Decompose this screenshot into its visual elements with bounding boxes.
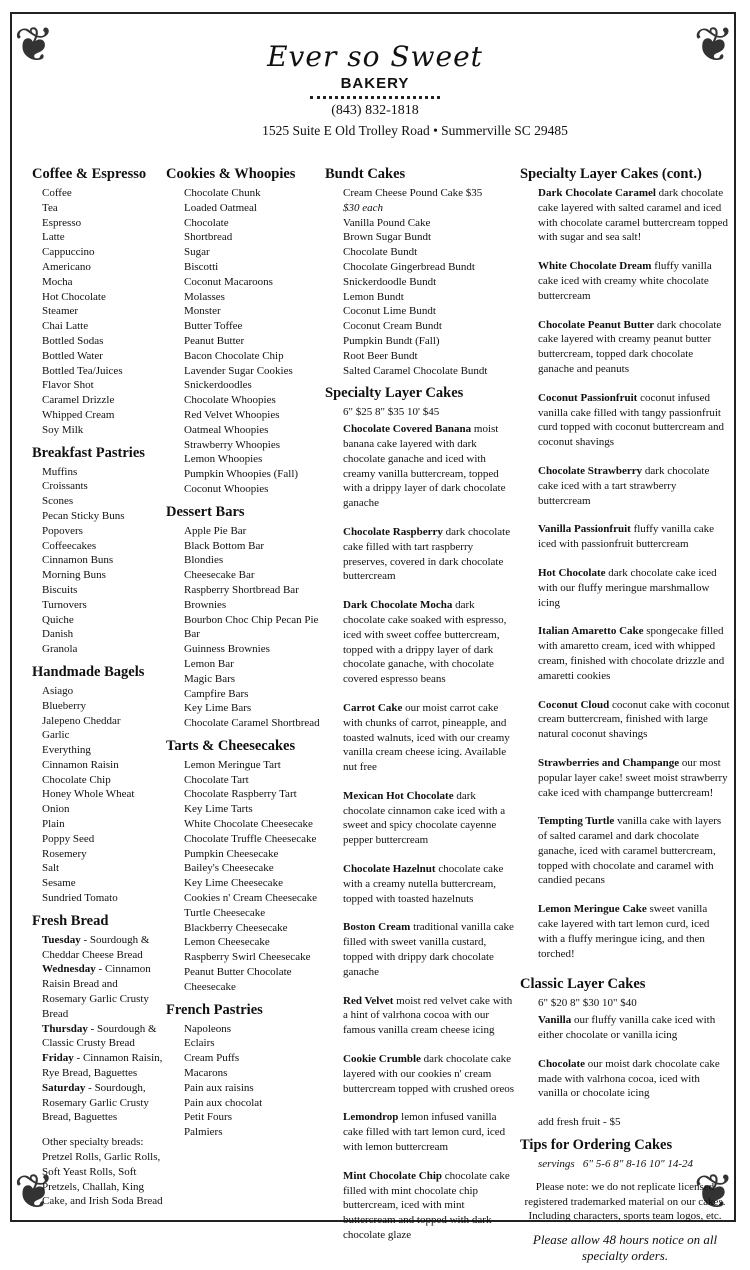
- menu-item: Campfire Bars: [184, 687, 249, 700]
- menu-item: Lemon Meringue Tart: [184, 758, 281, 771]
- cake-desc-text: lemon infused vanilla cake filled with tart lemon curd, iced with lemon buttercream: [343, 1111, 506, 1154]
- cake-description: [520, 391, 730, 450]
- cake-name: Mint Chocolate Chip: [343, 1169, 442, 1182]
- corner-ornament-icon: ❦: [14, 1166, 55, 1219]
- menu-item: Coconut Whoopies: [184, 482, 269, 495]
- cake-name: Coconut Passionfruit: [538, 391, 638, 404]
- menu-item: Chocolate Tart: [184, 773, 249, 786]
- menu-item: Plain: [42, 818, 65, 831]
- cake-desc-text: dark chocolate cinnamon cake iced with a sweet and spicy chocolate cayenne pepper buttercream: [343, 789, 506, 847]
- cake-desc-text: coconut infused vanilla cake filled with tangy passionfruit curd topped with coconut buttercream and coconut shavings: [538, 391, 725, 449]
- menu-item: Soy Milk: [42, 423, 84, 436]
- cake-description: [325, 789, 515, 848]
- menu-item: Oatmeal Whoopies: [184, 423, 269, 436]
- menu-item: Mocha: [42, 275, 73, 288]
- cake-name: Red Velvet: [343, 994, 394, 1007]
- menu-item: Asiago: [42, 684, 74, 697]
- bread-day: [32, 1051, 164, 1081]
- menu-item: Cream Puffs: [184, 1052, 240, 1065]
- cake-desc-text: coconut cake with coconut cream buttercream, finished with large natural coconut shavings: [538, 698, 730, 741]
- menu-item: Chocolate Caramel Shortbread: [184, 717, 320, 730]
- menu-item: White Chocolate Cheesecake: [184, 818, 313, 831]
- column-3: [325, 165, 515, 1257]
- menu-item: Bourbon Choc Chip Pecan Pie Bar: [184, 613, 319, 641]
- column-2: [166, 165, 321, 1146]
- section-bundt: [325, 165, 515, 378]
- menu-item: Americano: [42, 260, 91, 273]
- menu-item: Hot Chocolate: [42, 290, 106, 303]
- cake-desc-text: chocolate cake filled with mint chocolate chip buttercream, iced with mint buttercream and topped with dark chocolate glaze: [343, 1169, 510, 1242]
- menu-item: Salted Caramel Chocolate Bundt: [343, 364, 488, 377]
- bread-day-text: - Sourdough & Classic Crusty Bread: [42, 1022, 157, 1050]
- bread-day: [32, 1022, 164, 1052]
- fresh-fruit-addon: add fresh fruit - $5: [538, 1116, 621, 1129]
- cake-description: [520, 814, 730, 888]
- cake-name: Chocolate Strawberry: [538, 464, 643, 477]
- menu-item: Steamer: [42, 305, 79, 318]
- menu-item: Blackberry Cheesecake: [184, 921, 288, 934]
- menu-item: Peanut Butter: [184, 334, 245, 347]
- cake-desc-text: fluffy vanilla cake iced with creamy white chocolate buttercream: [538, 260, 712, 302]
- bundt-price: Cream Cheese Pound Cake $35: [343, 187, 483, 199]
- menu-item: Sugar: [184, 246, 210, 259]
- cake-name: Chocolate Raspberry: [343, 525, 443, 538]
- cake-description: [520, 624, 730, 683]
- menu-item: Peanut Butter Chocolate Cheesecake: [184, 966, 292, 993]
- menu-item: Popovers: [42, 524, 83, 537]
- menu-item: Coffee: [42, 187, 72, 199]
- menu-item: Palmiers: [184, 1126, 223, 1139]
- menu-item: Cookies n' Cream Cheesecake: [184, 892, 318, 905]
- section-title: French Pastries: [166, 1001, 263, 1018]
- cake-desc-text: our moist dark chocolate cake made with valrhona cocoa, iced with vanilla or chocolate icing: [538, 1057, 720, 1100]
- cake-description: [325, 994, 515, 1038]
- cake-name: Italian Amaretto Cake: [538, 625, 644, 638]
- bread-day-name: Saturday: [42, 1081, 86, 1094]
- cake-description: [325, 701, 515, 775]
- menu-item: Key Lime Bars: [184, 702, 252, 715]
- cake-description: [520, 1057, 730, 1101]
- menu-item: Macarons: [184, 1067, 228, 1080]
- menu-item: Muffins: [42, 465, 78, 478]
- bread-day-text: - Sourdough, Rosemary Garlic Crusty Bread, Baguettes: [42, 1081, 149, 1124]
- section-specialty: [325, 384, 515, 1242]
- cake-desc-text: spongecake filled with amaretto cream, iced with whipped cream, finished with chocolate drizzle and amaretti cookies: [538, 625, 725, 682]
- menu-item: Latte: [42, 231, 65, 244]
- menu-item: Blondies: [184, 554, 224, 567]
- section-title: Specialty Layer Cakes: [325, 385, 464, 402]
- cake-desc-text: moist banana cake layered with dark chocolate ganache and iced with creamy vanilla buttercream, topped with a drippy layer of dark chocolate ganache: [343, 423, 506, 510]
- menu-item: Apple Pie Bar: [184, 524, 247, 537]
- menu-item: Chocolate Chunk: [184, 187, 261, 199]
- menu-item: Pumpkin Bundt (Fall): [343, 334, 440, 347]
- menu-item: Lemon Bar: [184, 657, 234, 670]
- corner-ornament-icon: ❦: [693, 1166, 734, 1219]
- menu-item: Loaded Oatmeal: [184, 201, 257, 214]
- cake-description: [325, 1052, 515, 1096]
- notice-text: Please allow 48 hours notice on all specialty orders.: [532, 1232, 718, 1264]
- menu-item: Bacon Chocolate Chip: [184, 349, 284, 362]
- cake-name: Mexican Hot Chocolate: [343, 789, 454, 802]
- classic-prices: 6" $20 8" $30 10" $40: [538, 997, 637, 1010]
- section-title: Breakfast Pastries: [32, 444, 145, 461]
- menu-item: Lemon Cheesecake: [184, 936, 270, 949]
- menu-item: Petit Fours: [184, 1111, 232, 1124]
- menu-item: Coconut Lime Bundt: [343, 305, 436, 318]
- menu-item: Guinness Brownies: [184, 643, 270, 656]
- cake-description: [325, 1110, 515, 1154]
- menu-item: Key Lime Tarts: [184, 803, 253, 816]
- cake-description: [520, 566, 730, 610]
- cake-description: [520, 464, 730, 508]
- bread-day-text: - Sourdough & Cheddar Cheese Bread: [42, 933, 150, 961]
- menu-item: Bottled Tea/Juices: [42, 364, 123, 377]
- cake-name: Coconut Cloud: [538, 698, 610, 711]
- cake-desc-text: dark chocolate cake iced with our fluffy meringue marshmallow icing: [538, 566, 717, 609]
- section-classic: [520, 975, 730, 1130]
- section-cookies: [166, 165, 321, 497]
- bakery-label: BAKERY: [340, 75, 410, 92]
- cake-description: [325, 598, 515, 687]
- menu-item: Chocolate: [184, 216, 229, 229]
- section-title: Bundt Cakes: [325, 166, 406, 182]
- cake-description: [520, 259, 730, 303]
- menu-item: Sesame: [42, 877, 76, 890]
- section-tips: [520, 1136, 730, 1264]
- menu-item: Onion: [42, 803, 70, 816]
- menu-item: Coconut Cream Bundt: [343, 320, 442, 333]
- menu-item: Rosemery: [42, 847, 87, 860]
- cake-desc-text: dark chocolate cake iced with a tart strawberry buttercream: [538, 464, 710, 507]
- menu-item: Poppy Seed: [42, 832, 95, 845]
- menu-item: Cappuccino: [42, 246, 95, 259]
- menu-item: Whipped Cream: [42, 408, 115, 421]
- cake-name: Dark Chocolate Mocha: [343, 599, 453, 612]
- bread-day: [32, 1081, 164, 1125]
- menu-item: Black Bottom Bar: [184, 539, 265, 552]
- menu-header: [0, 40, 750, 139]
- column-4: [520, 165, 730, 1270]
- menu-item: Biscuits: [42, 583, 78, 596]
- menu-item: Chocolate Truffle Cheesecake: [184, 832, 317, 845]
- cake-name: Boston Cream: [343, 921, 411, 934]
- cake-description: [520, 186, 730, 245]
- cake-name: Lemon Meringue Cake: [538, 903, 647, 916]
- bread-day-text: - Cinnamon Raisin Bread and Rosemary Garlic Crusty Bread: [42, 963, 151, 1020]
- cake-desc-text: our moist carrot cake with chunks of carrot, pineapple, and toasted walnuts, iced with our creamy vanilla cream cheese icing. Available nut free: [343, 701, 510, 774]
- cake-desc-text: dark chocolate cake filled with tart raspberry preserves, covered in dark chocolate buttercream: [343, 525, 511, 583]
- menu-item: Caramel Drizzle: [42, 394, 115, 407]
- menu-item: Chai Latte: [42, 320, 89, 333]
- menu-item: Molasses: [184, 290, 225, 303]
- section-dessert-bars: [166, 503, 321, 731]
- menu-item: Eclairs: [184, 1037, 215, 1050]
- corner-ornament-icon: ❦: [14, 19, 55, 72]
- menu-item: Tea: [42, 201, 58, 214]
- other-breads: Other specialty breads: Pretzel Rolls, Garlic Rolls, Soft Yeast Rolls, Soft Pretzels, Challah, King Cake, and Irish Soda Bread: [42, 1136, 163, 1208]
- servings-label: servings: [538, 1158, 575, 1171]
- menu-item: Red Velvet Whoopies: [184, 408, 280, 421]
- bread-day-name: Wednesday: [42, 963, 96, 976]
- section-title: Tips for Ordering Cakes: [520, 1137, 673, 1154]
- menu-item: Raspberry Shortbread Bar: [184, 583, 299, 596]
- cake-name: Chocolate Peanut Butter: [538, 318, 655, 331]
- cake-desc-text: dark chocolate cake layered with creamy peanut butter buttercream, topped dark chocolate ganache and peanuts: [538, 318, 722, 375]
- cake-description: [520, 698, 730, 742]
- section-title: Classic Layer Cakes: [520, 976, 646, 993]
- menu-item: Chocolate Gingerbread Bundt: [343, 260, 475, 273]
- menu-item: Napoleons: [184, 1022, 232, 1035]
- section-title: Dessert Bars: [166, 503, 245, 520]
- cake-name: Cookie Crumble: [343, 1053, 421, 1066]
- cake-name: Chocolate: [538, 1057, 586, 1070]
- cake-name: Vanilla: [538, 1014, 572, 1027]
- specialty-prices: 6" $25 8" $35 10' $45: [343, 406, 440, 419]
- address: 1525 Suite E Old Trolley Road • Summerville SC 29485: [262, 123, 568, 138]
- cake-description: [325, 1169, 515, 1243]
- cake-desc-text: vanilla cake with layers of salted caramel and dark chocolate ganache, iced with caramel buttercream, topped with chocolate and caramel with candied pecans: [538, 815, 722, 887]
- cake-description: [520, 756, 730, 800]
- menu-item: Turtle Cheesecake: [184, 906, 266, 919]
- menu-item: Turnovers: [42, 598, 87, 611]
- section-french-pastries: [166, 1001, 321, 1140]
- menu-item: Pumpkin Cheesecake: [184, 847, 279, 860]
- cake-desc-text: dark chocolate cake soaked with espresso, iced with sweet coffee buttercream, topped with a drippy layer of dark chocolate ganache, with chocolate covered espresso beans: [343, 599, 507, 686]
- dotted-divider: [310, 94, 440, 99]
- phone-number: (843) 832-1818: [331, 103, 419, 118]
- menu-item: Snickerdoodle Bundt: [343, 275, 437, 288]
- cake-name: Vanilla Passionfruit: [538, 523, 631, 536]
- menu-item: Strawberry Whoopies: [184, 438, 281, 451]
- menu-item: Key Lime Cheesecake: [184, 877, 283, 890]
- menu-item: Snickerdoodles: [184, 379, 252, 392]
- menu-item: Salt: [42, 862, 60, 875]
- menu-item: Danish: [42, 628, 74, 641]
- menu-item: Lavender Sugar Cookies: [184, 364, 293, 377]
- menu-item: Flavor Shot: [42, 379, 94, 392]
- cake-desc-text: moist red velvet cake with a hint of valrhona cocoa with our famous vanilla cream cheese icing: [343, 994, 513, 1037]
- menu-item: Croissants: [42, 480, 88, 493]
- menu-item: Pumpkin Whoopies (Fall): [184, 468, 299, 481]
- cake-description: [325, 920, 515, 979]
- cake-description: [520, 1013, 730, 1043]
- menu-item: Morning Buns: [42, 569, 106, 582]
- menu-item: Magic Bars: [184, 672, 236, 685]
- cake-desc-text: dark chocolate cake layered with salted caramel and iced with chocolate caramel buttercream topped with sugar and sea salt!: [538, 187, 728, 244]
- cake-name: Lemondrop: [343, 1111, 399, 1124]
- cake-description: [325, 525, 515, 584]
- cake-description: [325, 862, 515, 906]
- menu-item: Jalepeno Cheddar: [42, 714, 121, 727]
- cake-name: Tempting Turtle: [538, 815, 615, 828]
- menu-item: Pain aux raisins: [184, 1081, 254, 1094]
- cake-name: Chocolate Covered Banana: [343, 423, 472, 436]
- cake-desc-text: fluffy vanilla cake iced with passionfruit buttercream: [538, 523, 714, 551]
- cake-name: Carrot Cake: [343, 701, 403, 714]
- menu-item: Chocolate Whoopies: [184, 394, 276, 407]
- menu-item: Coconut Macaroons: [184, 275, 273, 288]
- cake-description: [520, 522, 730, 552]
- bread-day-name: Thursday: [42, 1022, 88, 1035]
- cake-desc-text: our fluffy vanilla cake iced with either chocolate or vanilla icing: [538, 1014, 716, 1042]
- column-1: [32, 165, 164, 1215]
- menu-item: Coffeecakes: [42, 539, 97, 552]
- menu-item: Raspberry Swirl Cheesecake: [184, 951, 311, 964]
- cake-name: Hot Chocolate: [538, 566, 606, 579]
- bakery-logo: Ever so Sweet: [267, 40, 483, 73]
- cake-name: Chocolate Hazelnut: [343, 863, 436, 876]
- section-fresh-bread: [32, 912, 164, 1209]
- menu-item: Sundried Tomato: [42, 892, 118, 905]
- menu-item: Brownies: [184, 598, 227, 611]
- menu-item: Chocolate Raspberry Tart: [184, 788, 297, 801]
- menu-item: Cheesecake Bar: [184, 569, 255, 582]
- section-title: Fresh Bread: [32, 912, 109, 929]
- menu-item: Chocolate Bundt: [343, 246, 418, 259]
- section-title: Tarts & Cheesecakes: [166, 737, 296, 754]
- menu-item: Everything: [42, 744, 91, 757]
- menu-item: Butter Toffee: [184, 320, 243, 333]
- cake-name: White Chocolate Dream: [538, 260, 652, 273]
- section-tarts: [166, 737, 321, 995]
- menu-item: Honey Whole Wheat: [42, 788, 135, 801]
- bread-day: [32, 962, 164, 1021]
- cake-name: Dark Chocolate Caramel: [538, 187, 656, 199]
- bread-day-name: Tuesday: [42, 933, 81, 946]
- menu-item: Scones: [42, 495, 74, 508]
- menu-item: Vanilla Pound Cake: [343, 216, 431, 229]
- cake-desc-text: our most popular layer cake! sweet moist strawberry cake iced with champange buttercream!: [538, 756, 728, 799]
- servings-row: [520, 1157, 730, 1172]
- menu-item: Bailey's Cheesecake: [184, 862, 274, 875]
- section-title: Coffee & Espresso: [32, 166, 147, 182]
- servings-values: 6" 5-6 8" 8-16 10" 14-24: [582, 1158, 694, 1171]
- menu-item: Brown Sugar Bundt: [343, 231, 431, 244]
- section-title: Cookies & Whoopies: [166, 166, 296, 182]
- menu-item: Bottled Water: [42, 349, 103, 362]
- cake-name: Strawberries and Champange: [538, 756, 680, 769]
- menu-item: Quiche: [42, 613, 74, 626]
- bread-day-text: - Cinnamon Raisin, Rye Bread, Baguettes: [42, 1052, 163, 1080]
- cake-desc-text: chocolate cake with a creamy nutella buttercream, topped with toasted hazelnuts: [343, 863, 504, 905]
- menu-item: Chocolate Chip: [42, 773, 111, 786]
- section-breakfast: [32, 444, 164, 657]
- cake-desc-text: sweet vanilla cake layered with tart lemon curd, iced with a fluffy meringue icing, and then torched!: [538, 903, 710, 960]
- menu-item: Pecan Sticky Buns: [42, 509, 125, 522]
- trademark-note: Please note: we do not replicate licensed registered trademarked material on our cakes. Including characters, sports team logos, etc.: [524, 1180, 726, 1223]
- menu-item: Biscotti: [184, 260, 219, 273]
- menu-item: Garlic: [42, 729, 70, 742]
- bread-day: [32, 933, 164, 963]
- menu-item: Lemon Bundt: [343, 290, 404, 303]
- menu-item: Shortbread: [184, 231, 233, 244]
- menu-item: Lemon Whoopies: [184, 453, 263, 466]
- menu-item: Granola: [42, 643, 78, 656]
- menu-item: Espresso: [42, 216, 82, 229]
- cake-description: [325, 422, 515, 511]
- section-title: Handmade Bagels: [32, 663, 145, 680]
- cake-desc-text: traditional vanilla cake filled with sweet vanilla custard, topped with drippy dark chocolate ganache: [343, 921, 514, 978]
- section-coffee: [32, 165, 164, 438]
- section-title: Specialty Layer Cakes (cont.): [520, 166, 702, 182]
- menu-item: Cinnamon Buns: [42, 554, 114, 567]
- bread-day-name: Friday: [42, 1052, 74, 1065]
- cake-description: [520, 318, 730, 377]
- cake-description: [520, 902, 730, 961]
- menu-item: Cinnamon Raisin: [42, 758, 119, 771]
- menu-item: Pain aux chocolat: [184, 1096, 263, 1109]
- menu-item: Bottled Sodas: [42, 334, 104, 347]
- menu-item: Root Beer Bundt: [343, 349, 418, 362]
- bundt-each-price: $30 each: [343, 201, 384, 214]
- menu-item: Monster: [184, 305, 221, 318]
- menu-item: Blueberry: [42, 699, 86, 712]
- cake-desc-text: dark chocolate cake layered with our cookies n' cream buttercream topped with crushed oreos: [343, 1053, 515, 1095]
- corner-ornament-icon: ❦: [693, 19, 734, 72]
- section-bagels: [32, 663, 164, 906]
- section-specialty-cont: [520, 165, 730, 961]
